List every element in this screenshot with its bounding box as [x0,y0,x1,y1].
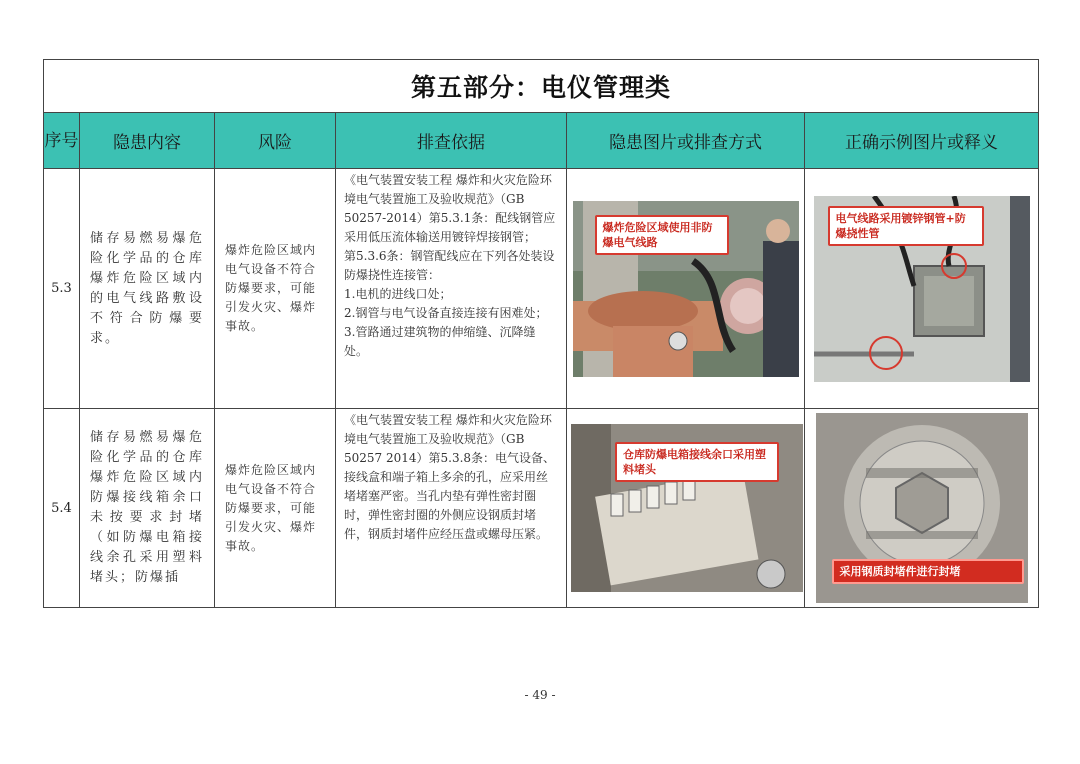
hazard-content: 储存易燃易爆危险化学品的仓库爆炸危险区域内的电气线路敷设不符合防爆要求。 [80,169,215,409]
row-number: 5.3 [44,169,80,409]
basis-line: 《电气装置安装工程 爆炸和火灾危险环境电气装置施工及验收规范》（GB 50257-2014）第5.3.1条：配线钢管应采用低压流体输送用镀锌焊接钢管； [344,173,556,244]
basis-line: 第5.3.6条：钢管配线应在下列各处装设防爆挠性连接管： [344,249,555,282]
header-hazard: 隐患内容 [80,113,215,169]
example-callout: 采用钢质封堵件进行封堵 [832,559,1024,584]
table-row [44,409,1039,608]
example-photo-cell [805,409,1039,608]
basis-line: 2.钢管与电气设备直接连接有困难处； [344,306,548,320]
hazard-photo-cell [567,409,805,608]
inspection-basis [336,409,567,608]
hazard-table [43,59,1039,608]
photo-callout: 仓库防爆电箱接线余口采用塑料堵头 [615,442,779,482]
risk-text: 爆炸危险区域内电气设备不符合防爆要求，可能引发火灾、爆炸事故。 [215,169,336,409]
table-header [44,113,1039,169]
photo-callout: 爆炸危险区域使用非防爆电气线路 [595,215,729,255]
header-photo: 隐患图片或排查方式 [567,113,805,169]
inspection-basis [336,169,567,409]
hazard-content: 储存易燃易爆危险化学品的仓库爆炸危险区域内防爆接线箱余口未按要求封堵（如防爆电箱接线余孔采用塑料堵头；防爆插 [80,409,215,608]
page-number: - 49 - [524,688,556,702]
basis-line: 1.电机的进线口处； [344,287,452,301]
basis-line: 《电气装置安装工程 爆炸和火灾危险环境电气装置施工及验收规范》（GB 50257 2014）第5.3.8条：电气设备、接线盒和端子箱上多余的孔，应采用丝堵堵塞严密。当孔内垫有弹性密封圈时，弹性密封圈的外侧应设钢质封堵件，钢质封堵件应经压盘或螺母压紧。 [344,413,556,541]
section-title: 第五部分：电仪管理类 [44,60,1039,113]
example-photo [816,413,1028,603]
header-basis: 排查依据 [336,113,567,169]
row-number: 5.4 [44,409,80,608]
risk-text: 爆炸危险区域内电气设备不符合防爆要求，可能引发火灾、爆炸事故。 [215,409,336,608]
header-seq: 序号 [44,113,80,169]
example-photo [814,196,1030,382]
header-risk: 风险 [215,113,336,169]
hazard-photo [573,201,799,377]
hazard-photo [571,424,803,592]
hazard-photo-cell [567,169,805,409]
example-callout: 电气线路采用镀锌钢管+防爆挠性管 [828,206,984,246]
example-photo-cell [805,169,1039,409]
header-example: 正确示例图片或释义 [805,113,1039,169]
table-row [44,169,1039,409]
basis-line: 3.管路通过建筑物的伸缩缝、沉降缝处。 [344,325,536,358]
